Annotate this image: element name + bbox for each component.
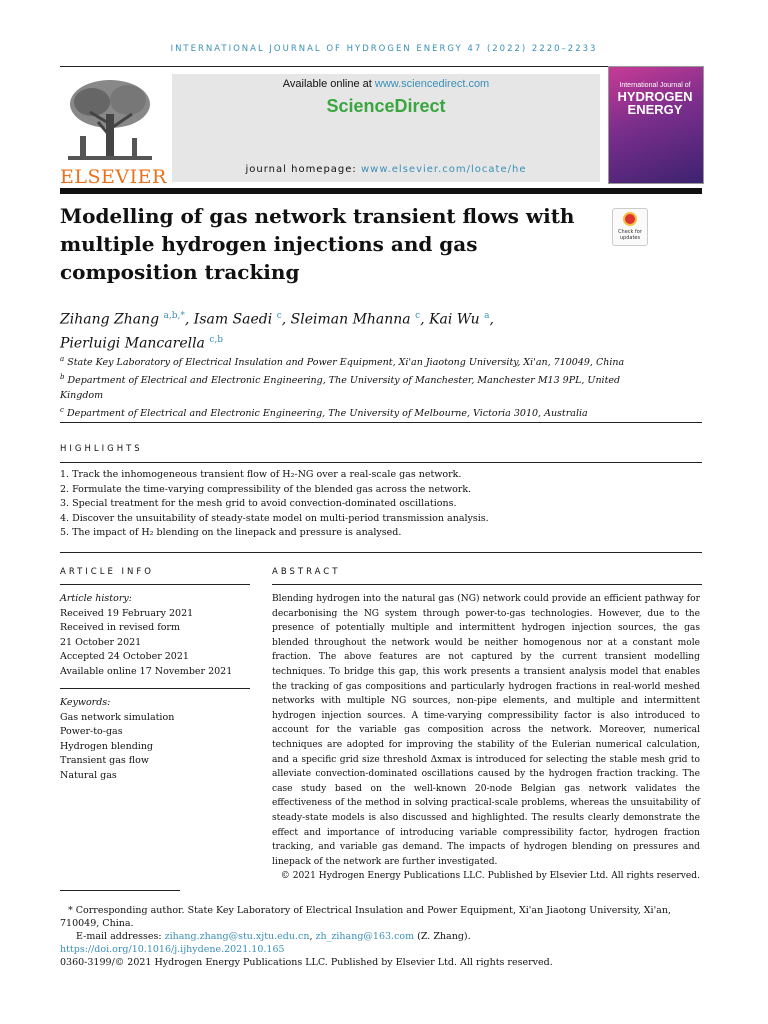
abstract-heading: ABSTRACT xyxy=(272,567,341,577)
affiliation-text: Kingdom xyxy=(60,390,104,402)
affiliation-text: State Key Laboratory of Electrical Insulation and Power Equipment, Xi'an Jiaotong University, Xi'an, 710049, China xyxy=(67,357,625,369)
check-updates-icon xyxy=(623,212,637,226)
author-name: Kai Wu xyxy=(429,311,480,328)
author-affil-mark[interactable]: a xyxy=(484,311,490,321)
keyword: Gas network simulation xyxy=(60,711,175,723)
available-online xyxy=(172,78,600,90)
keywords xyxy=(60,696,250,784)
issn-copyright: 0360-3199/© 2021 Hydrogen Energy Publications LLC. Published by Elsevier Ltd. All rights reserved. xyxy=(60,957,553,968)
affiliation-mark: a xyxy=(60,355,65,363)
homepage-link[interactable]: www.elsevier.com/locate/he xyxy=(360,164,527,175)
author-name: Sleiman Mhanna xyxy=(290,311,411,328)
cover-title-line2: HYDROGEN ENERGY xyxy=(617,89,693,117)
check-updates-label: Check for updates xyxy=(618,229,642,241)
keyword: Power-to-gas xyxy=(60,726,123,738)
email-link[interactable]: zihang.zhang@stu.xjtu.edu.cn xyxy=(164,931,310,942)
journal-citation: INTERNATIONAL JOURNAL OF HYDROGEN ENERGY 47 (2022) 2220–2233 xyxy=(170,44,598,54)
divider xyxy=(60,584,250,585)
article-info-heading: ARTICLE INFO xyxy=(60,567,154,577)
divider xyxy=(60,552,702,553)
author-name: Zihang Zhang xyxy=(60,311,160,328)
keywords-label: Keywords: xyxy=(60,697,111,708)
cover-title-line1: International Journal of xyxy=(619,82,691,89)
highlights-list xyxy=(60,468,700,541)
highlights-heading: HIGHLIGHTS xyxy=(60,444,143,454)
doi-link[interactable]: https://doi.org/10.1016/j.ijhydene.2021.10.165 xyxy=(60,944,285,955)
keyword: Hydrogen blending xyxy=(60,740,154,752)
abstract-body xyxy=(272,592,700,884)
affiliations xyxy=(60,352,700,421)
keyword: Natural gas xyxy=(60,769,117,781)
header-divider xyxy=(60,188,702,194)
highlight-item: 4. Discover the unsuitability of steady-state model on multi-period transmission analysis. xyxy=(60,512,489,524)
homepage-prefix: journal homepage: xyxy=(245,164,361,175)
corresponding-author-note: * Corresponding author. State Key Laboratory of Electrical Insulation and Power Equipment, Xi'an Jiaotong University, Xi'an, 710049, China. xyxy=(60,905,671,929)
history-item: Accepted 24 October 2021 xyxy=(60,651,189,663)
history-item: Received in revised form xyxy=(60,622,180,634)
email-addresses xyxy=(76,930,700,943)
author-affil-mark[interactable]: c xyxy=(276,311,282,321)
highlight-item: 2. Formulate the time-varying compressibility of the blended gas across the network. xyxy=(60,483,472,495)
history-item: 21 October 2021 xyxy=(60,636,142,648)
affiliation xyxy=(60,403,700,421)
history-label: Article history: xyxy=(60,593,132,604)
sciencedirect-link[interactable]: www.sciencedirect.com xyxy=(374,78,490,90)
divider xyxy=(60,688,250,689)
history-item: Received 19 February 2021 xyxy=(60,607,194,619)
email-prefix: E-mail addresses: xyxy=(76,931,165,942)
affiliation-text: Department of Electrical and Electronic Engineering, The University of Melbourne, Victoria 3010, Australia xyxy=(66,408,588,420)
divider xyxy=(60,462,702,463)
affiliation xyxy=(60,370,700,388)
affiliation-text: Department of Electrical and Electronic Engineering, The University of Manchester, Manchester M13 9PL, United xyxy=(67,375,621,387)
highlight-item: 1. Track the inhomogeneous transient flow of H₂-NG over a real-scale gas network. xyxy=(60,469,462,480)
author-affil-mark[interactable]: a,b,* xyxy=(163,311,185,321)
elsevier-wordmark: ELSEVIER xyxy=(60,166,167,188)
article-title: Modelling of gas network transient flows with multiple hydrogen injections and gas composition tracking xyxy=(60,204,575,284)
affiliation xyxy=(60,388,700,403)
email-link[interactable]: zh_zihang@163.com xyxy=(315,931,415,942)
email-suffix: (Z. Zhang). xyxy=(414,931,471,942)
highlight-item: 3. Special treatment for the mesh grid to avoid convection-dominated oscillations. xyxy=(60,498,457,510)
highlight-item: 5. The impact of H₂ blending on the linepack and pressure is analysed. xyxy=(60,527,402,539)
abstract-text: Blending hydrogen into the natural gas (NG) network could provide an efficient pathway for decarbonising the NG system through power-to-gas technologies. However, due to the presence of potentially multiple and intermittent hydrogen injection sources, the gas blended throughout the network would be neither homogenous nor at a constant mole fraction. The above features are not captured by the current transient modelling techniques. To bridge this gap, this work presents a transient analysis model that enables the tracking of gas compositions and particularly hydrogen fractions in real-world meshed networks with multiple NG sources, non-pipe elements, and multiple and intermittent hydrogen injection sources. A time-varying compressibility factor is also introduced to account for the variable gas composition across the network. Moreover, numerical techniques are adopted for improving the stability of the Eulerian numerical calculation, and a specific grid size threshold Δxmax is introduced for selecting the stable mesh grid to alleviate convection-dominated oscillations caused by the hydrogen fraction tracking. The case study based on the well-known 20-node Belgian gas network validates the effectiveness of the method in solving practical-scale problems, whereas the unsuitability of steady-state models is also discussed and highlighted. The results clearly demonstrate the effect and importance of introducing variable compressibility factor, hydrogen fraction tracking, and variable gas demand. The impacts of hydrogen blending on pressures and linepack of the network are further investigated. xyxy=(272,594,700,867)
abstract-copyright: © 2021 Hydrogen Energy Publications LLC. Published by Elsevier Ltd. All rights reserved. xyxy=(280,871,700,882)
article-history xyxy=(60,592,250,680)
author-affil-mark[interactable]: c,b xyxy=(209,334,224,345)
affiliation xyxy=(60,352,700,370)
journal-homepage xyxy=(172,164,600,175)
author-affil-mark[interactable]: c xyxy=(415,311,421,321)
affiliation-mark: b xyxy=(60,373,65,382)
author-name: Pierluigi Mancarella xyxy=(60,335,205,352)
divider xyxy=(60,66,702,67)
check-for-updates-badge[interactable] xyxy=(612,208,648,246)
available-prefix: Available online at xyxy=(282,78,375,90)
author-list: Zihang Zhang $^{a,b,*}$, Isam Saedi $^c$, Sleiman Mhanna $^c$, Kai Wu $^a$, Pierluigi Mancarella $^{c,b}$ xyxy=(60,311,494,352)
email-separator: , xyxy=(309,931,316,942)
sciencedirect-logo: ScienceDirect xyxy=(326,96,446,116)
history-item: Available online 17 November 2021 xyxy=(60,665,233,677)
affiliation-mark: c xyxy=(60,406,64,415)
divider xyxy=(272,584,702,585)
footnote-divider xyxy=(60,890,180,891)
author-name: Isam Saedi xyxy=(193,311,273,328)
divider xyxy=(60,422,702,423)
keyword: Transient gas flow xyxy=(60,755,149,767)
